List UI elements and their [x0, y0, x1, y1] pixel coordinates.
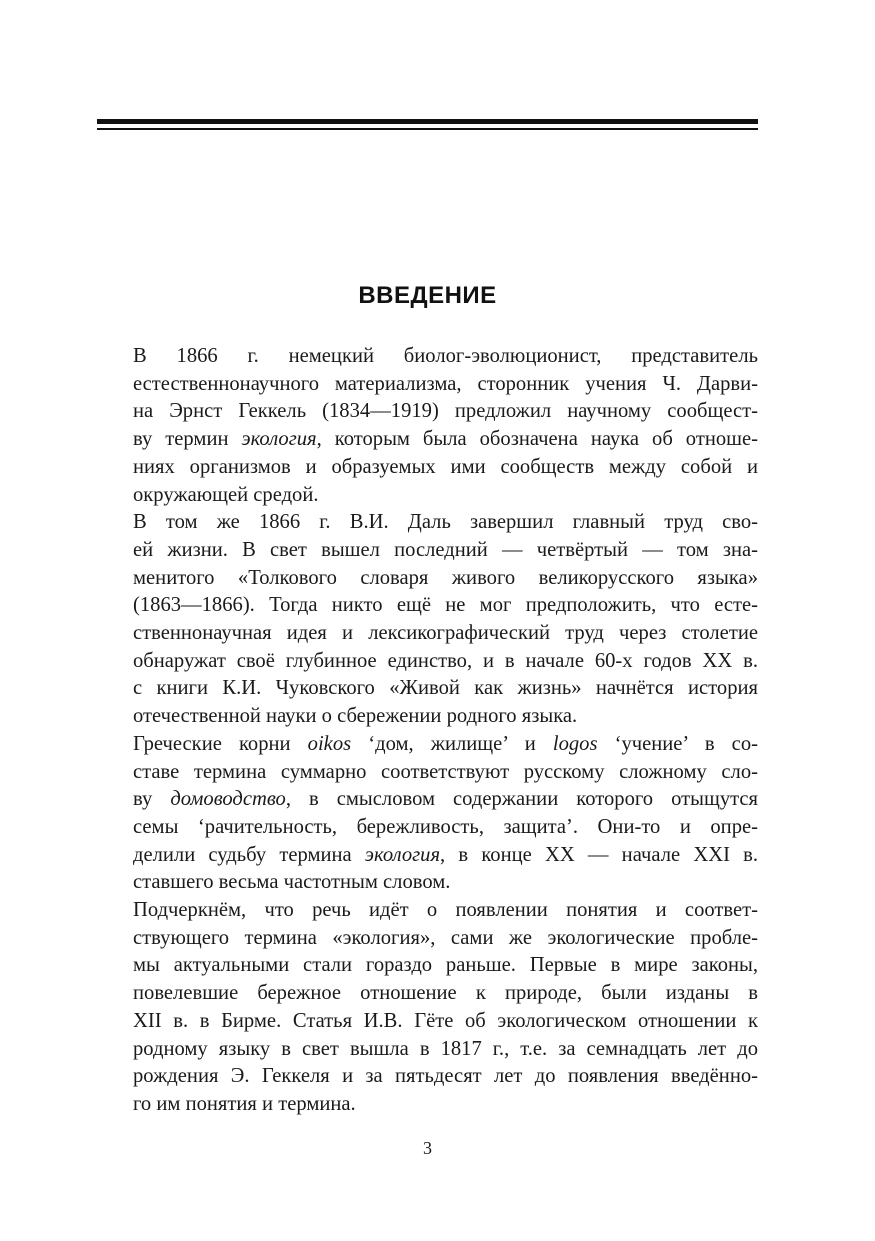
text-line [97, 675, 758, 703]
text-run: отечественной науки о сбережении родного языка. [133, 705, 578, 728]
text-run: В 1866 г. немецкий биолог-эволюционист, представитель [133, 345, 758, 367]
paragraph [97, 509, 758, 731]
text-run: ‘учение’ в со- [597, 732, 758, 755]
text-line [97, 482, 758, 510]
text-run: XII в. в Бирме. Статья И.В. Гёте об экологическом отношении к [133, 1009, 758, 1032]
paragraph [97, 343, 758, 509]
text-line [97, 1008, 758, 1036]
text-line [97, 1063, 758, 1091]
text-line [97, 565, 758, 593]
text-line [97, 925, 758, 953]
text-run: семы ‘рачительность, бережливость, защита’. Они-то и опре- [133, 815, 758, 838]
text-run: В том же 1866 г. В.И. Даль завершил главный труд сво- [133, 511, 758, 534]
paragraph [97, 731, 758, 897]
text-line [97, 786, 758, 814]
italic-term: экология [364, 843, 441, 866]
text-run: естественнонаучного материализма, сторонник учения Ч. Дарви- [133, 372, 758, 395]
text-line [97, 703, 758, 731]
text-line [97, 343, 758, 371]
text-run: ственнонаучная идея и лексикографический труд через столетие [133, 622, 758, 645]
text-run: го им понятия и термина. [133, 1092, 356, 1115]
text-line [97, 759, 758, 787]
text-run: ву термин [133, 428, 242, 451]
text-run: Подчеркнём, что речь идёт о появлении понятия и соответ- [133, 899, 758, 922]
text-run: , в смысловом содержании которого отыщутся [285, 788, 759, 811]
text-run: родному языку в свет вышла в 1817 г., т.е. за семнадцать лет до [133, 1037, 758, 1060]
text-line [97, 426, 758, 454]
text-run: на Эрнст Геккель (1834—1919) предложил научному сообщест- [133, 400, 758, 423]
text-line [97, 897, 758, 925]
text-line [97, 398, 758, 426]
text-run: , которым была обозначена наука об отноше- [316, 428, 758, 451]
text-line [97, 371, 758, 399]
text-run: ствующего термина «экология», сами же экологические пробле- [133, 926, 758, 949]
italic-term: экология [241, 428, 317, 451]
text-run: , в конце XX — начале XXI в. [440, 843, 758, 866]
text-run: ставшего весьма частотным словом. [133, 871, 451, 894]
header-rule-thin [97, 128, 758, 130]
italic-term: logos [552, 732, 598, 755]
text-line [97, 1091, 758, 1119]
text-run: с книги К.И. Чуковского «Живой как жизнь» начнётся история [133, 677, 758, 700]
text-run: (1863—1866). Тогда никто ещё не мог предположить, что есте- [133, 594, 758, 617]
text-line [97, 620, 758, 648]
paragraph [97, 897, 758, 1119]
text-run: мы актуальными стали гораздо раньше. Первые в мире законы, [133, 954, 758, 977]
text-line [97, 537, 758, 565]
text-run: окружающей средой. [133, 483, 319, 506]
text-run: повелевшие бережное отношение к природе, были изданы в [133, 982, 758, 1005]
italic-term: oikos [307, 732, 352, 755]
text-line [97, 731, 758, 759]
text-line [97, 592, 758, 620]
text-run: менитого «Толкового словаря живого великорусского языка» [133, 566, 758, 589]
text-line [97, 952, 758, 980]
text-line [97, 814, 758, 842]
text-run: ставе термина суммарно соответствуют русскому сложному сло- [133, 760, 758, 783]
chapter-title: ВВЕДЕНИЕ [358, 282, 497, 309]
page-number: 3 [423, 1138, 432, 1158]
text-line [97, 980, 758, 1008]
text-line [97, 454, 758, 482]
text-line [97, 509, 758, 537]
text-line [97, 648, 758, 676]
text-run: ву [133, 788, 171, 811]
text-run: Греческие корни [133, 732, 308, 755]
text-run: рождения Э. Геккеля и за пятьдесят лет до появления введённо- [133, 1065, 758, 1088]
text-run: делили судьбу термина [133, 843, 365, 866]
text-line [97, 1036, 758, 1064]
text-line [97, 842, 758, 870]
body-text [97, 343, 758, 1119]
text-run: ‘дом, жилище’ и [351, 732, 553, 755]
text-line [97, 869, 758, 897]
text-run: ей жизни. В свет вышел последний — четвёртый — том зна- [133, 538, 758, 561]
header-rule-thick [97, 119, 758, 124]
italic-term: домоводство [170, 788, 286, 811]
text-run: обнаружат своё глубинное единство, и в начале 60-х годов XX в. [133, 649, 758, 672]
text-run: ниях организмов и образуемых ими сообществ между собой и [133, 455, 758, 478]
